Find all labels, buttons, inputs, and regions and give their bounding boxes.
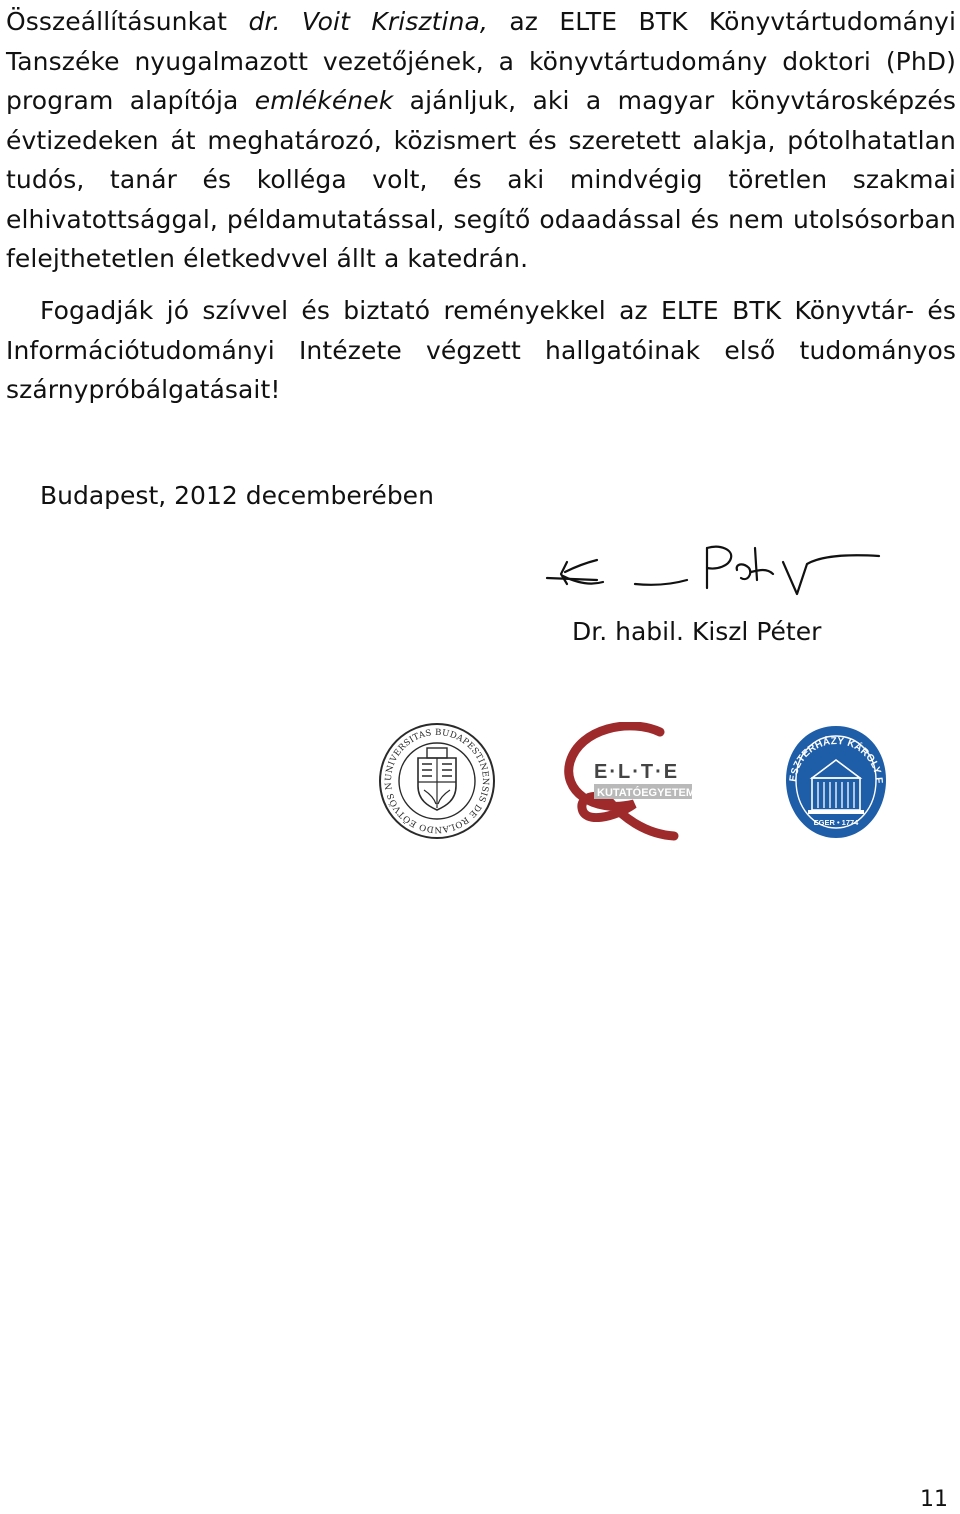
logo-college-name: ESZTERHÁZY KÁROLY F (787, 735, 885, 784)
logo-elte-text: E·L·T·E (594, 761, 680, 783)
closing-paragraph (6, 291, 956, 410)
dateline: Budapest, 2012 decemberében (40, 481, 434, 510)
honoree-name: dr. Voit Krisztina, (248, 7, 488, 36)
emphasis-text: emlékének (254, 86, 394, 115)
signature-image (545, 540, 885, 606)
dedication-paragraph (6, 2, 956, 279)
text-run: Összeállításunkat (6, 7, 249, 36)
text-run: Fogadják jó szívvel és biztató reményekkel az ELTE BTK Könyvtár- és Információtudományi Intézete végzett hallgatóinak első tudományos szárnypróbálgatásait! (6, 296, 956, 404)
signer-name: Dr. habil. Kiszl Péter (572, 617, 822, 646)
text-run: ajánljuk, aki a magyar könyvtárosképzés évtizedeken át meghatározó, közismert és szeretett alakja, pótolhatatlan tudós, tanár és kolléga volt, és aki mindvégig töretlen szakmai elhivatottsággal, példamutatással, segítő odaadással és nem utolsósorban felejthetetlen életkedvvel állt a katedrán. (6, 86, 956, 273)
page-number: 11 (920, 1487, 948, 1512)
seal-text: UNIVERSITAS BUDAPESTINENSIS DE ROLANDO EÖTVÖS N (383, 727, 491, 835)
logo-college-city-year: EGER • 1774 (813, 818, 859, 827)
eszterhazy-college-logo (782, 722, 890, 846)
logo-research-text: KUTATÓEGYETEM (597, 787, 694, 799)
text-run: az ELTE BTK Könyvtártudományi Tanszéke nyugalmazott vezetőjének, a könyvtártudomány doktori (PhD) program alapítója (6, 7, 956, 115)
elte-research-university-logo (562, 722, 694, 846)
elte-seal-logo (378, 722, 496, 844)
